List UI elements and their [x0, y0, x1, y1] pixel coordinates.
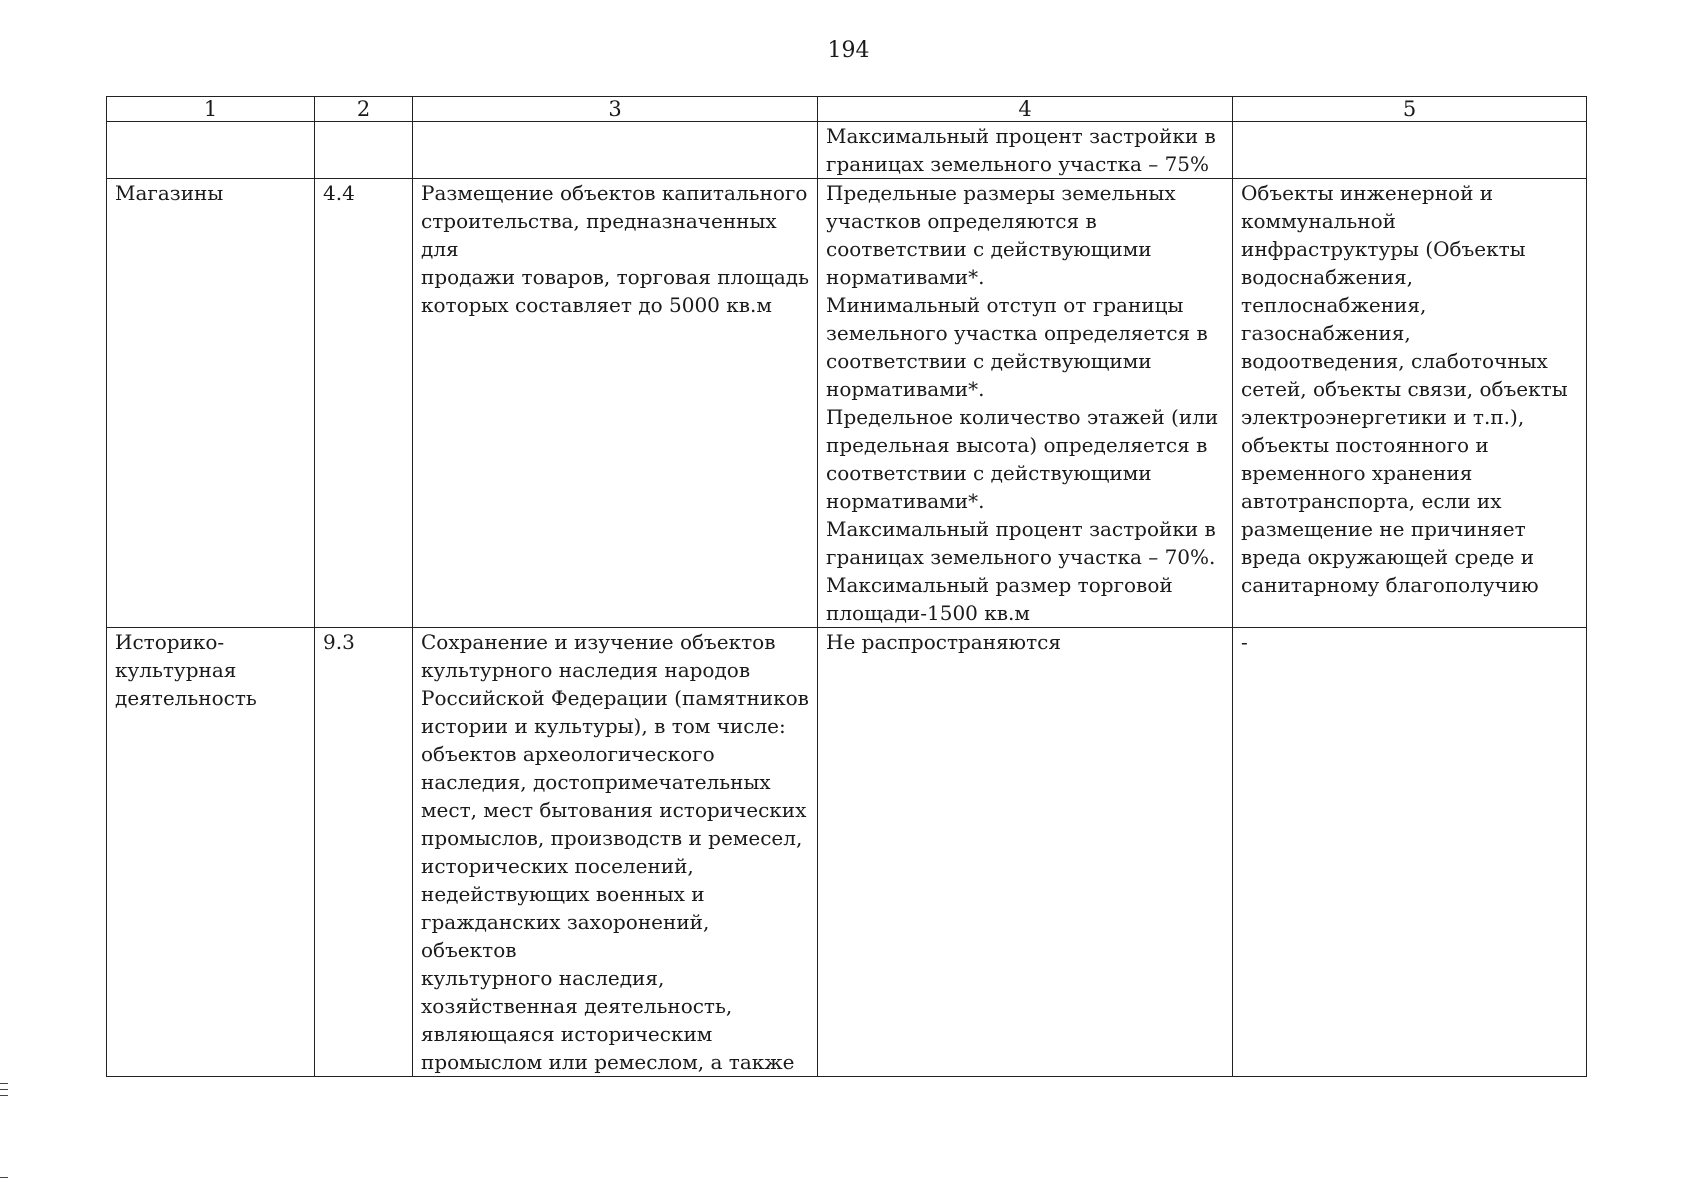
use-name-cell: Историко- культурная деятельность — [107, 628, 315, 1077]
table-row — [107, 179, 1587, 628]
use-code-cell — [315, 122, 413, 179]
zoning-regulations-table — [106, 96, 1587, 1077]
scan-edge-mark — [0, 1095, 8, 1096]
parameters-cell: Не распространяются — [818, 628, 1233, 1077]
scan-edge-mark — [0, 1177, 8, 1178]
scan-edge-mark — [0, 1083, 8, 1084]
parameters-cell: Максимальный процент застройки в границах земельного участка – 75% — [818, 122, 1233, 179]
use-name-cell: Магазины — [107, 179, 315, 628]
use-description-cell: Размещение объектов капитального строительства, предназначенных для продажи товаров, торговая площадь которых составляет до 5000 кв.м — [413, 179, 818, 628]
table-row — [107, 122, 1587, 179]
scan-edge-mark — [0, 1089, 8, 1090]
auxiliary-uses-cell: Объекты инженерной и коммунальной инфраструктуры (Объекты водоснабжения, теплоснабжения, газоснабжения, водоотведения, слаботочных сетей, объекты связи, объекты электроэнергетики и т.п.), объекты постоянного и временного хранения автотранспорта, если их размещение не причиняет вреда окружающей среде и санитарному благополучию — [1233, 179, 1587, 628]
column-header-4: 4 — [818, 97, 1233, 122]
auxiliary-uses-cell — [1233, 122, 1587, 179]
table-header-row — [107, 97, 1587, 122]
use-code-cell: 4.4 — [315, 179, 413, 628]
parameters-cell: Предельные размеры земельных участков определяются в соответствии с действующими нормативами*. Минимальный отступ от границы земельного участка определяется в соответствии с действующими нормативами*. Предельное количество этажей (или предельная высота) определяется в соответствии с действующими нормативами*. Максимальный процент застройки в границах земельного участка – 70%. Максимальный размер торговой площади-1500 кв.м — [818, 179, 1233, 628]
page-number: 194 — [827, 38, 870, 63]
use-description-cell — [413, 122, 818, 179]
table-row — [107, 628, 1587, 1077]
use-name-cell — [107, 122, 315, 179]
column-header-5: 5 — [1233, 97, 1587, 122]
column-header-1: 1 — [107, 97, 315, 122]
auxiliary-uses-cell: - — [1233, 628, 1587, 1077]
column-header-2: 2 — [315, 97, 413, 122]
use-code-cell: 9.3 — [315, 628, 413, 1077]
column-header-3: 3 — [413, 97, 818, 122]
use-description-cell: Сохранение и изучение объектов культурного наследия народов Российской Федерации (памятников истории и культуры), в том числе: объектов археологического наследия, достопримечательных мест, мест бытования исторических промыслов, производств и ремесел, исторических поселений, недействующих военных и гражданских захоронений, объектов культурного наследия, хозяйственная деятельность, являющаяся историческим промыслом или ремеслом, а также — [413, 628, 818, 1077]
